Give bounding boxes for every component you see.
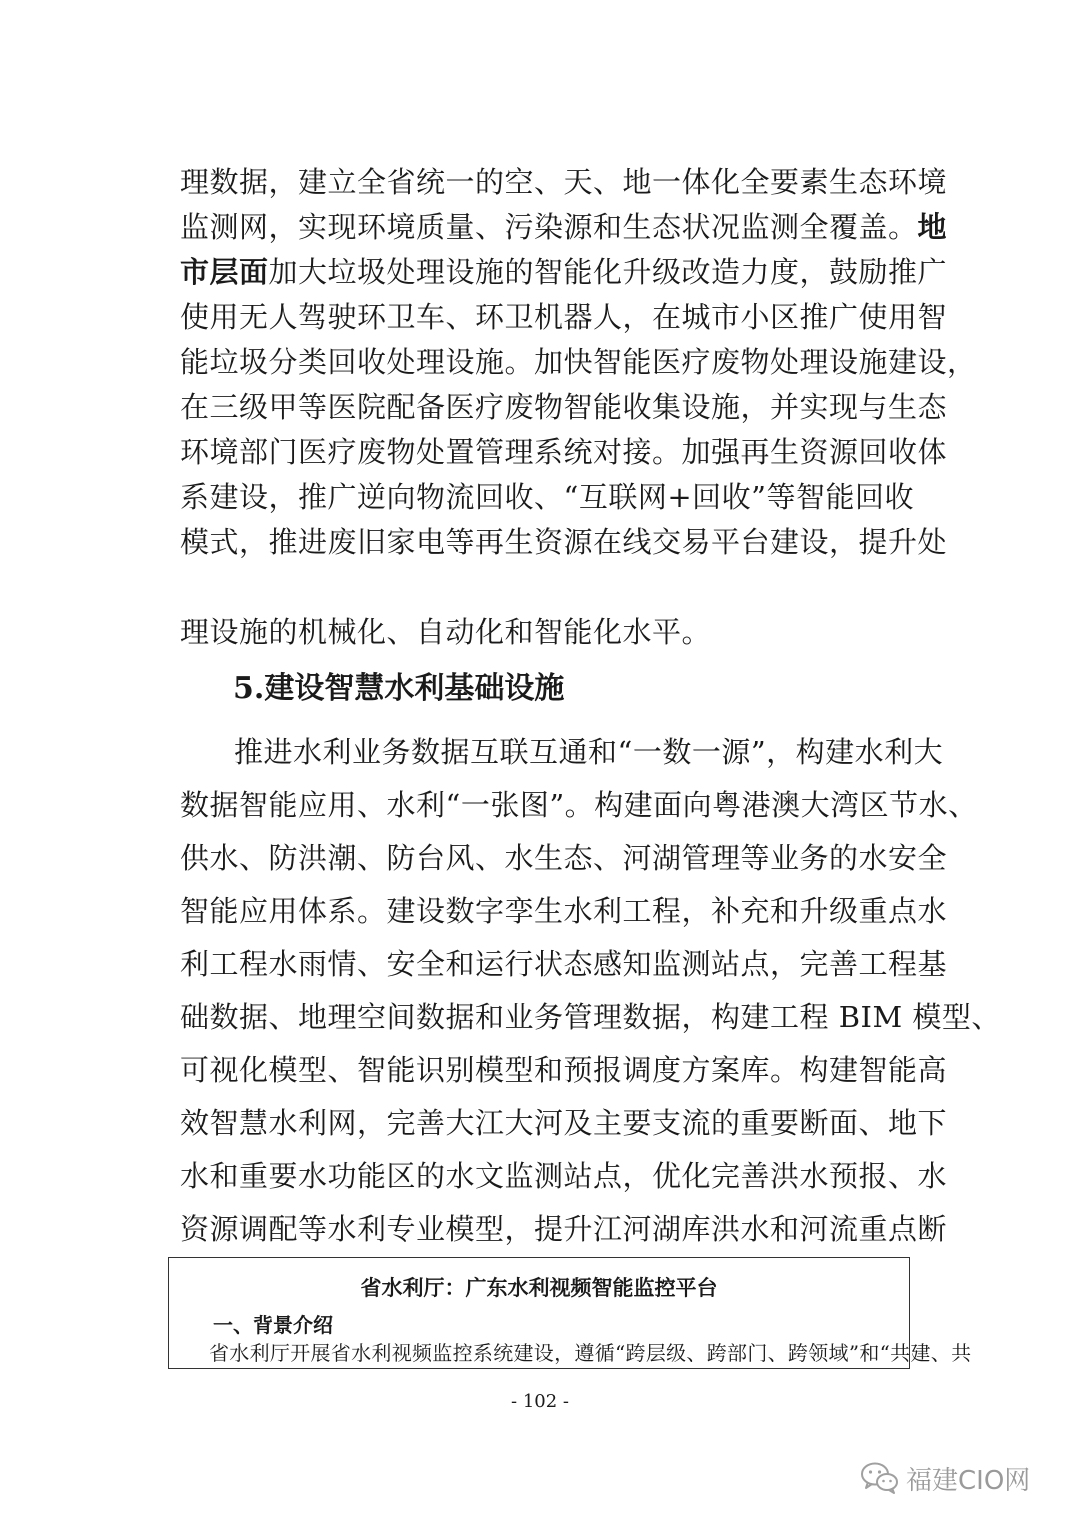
- paragraph-line: 能垃圾分类回收处理设施。加快智能医疗废物处理设施建设，: [180, 345, 977, 379]
- paragraph-line: [180, 254, 948, 290]
- paragraph-line: 数据智能应用、水利“一张图”。构建面向粤港澳大湾区节水、: [180, 788, 978, 822]
- paragraph-line: [180, 209, 948, 245]
- bold-keyword: 地: [917, 210, 948, 244]
- case-study-box: [168, 1257, 972, 1369]
- watermark: [860, 1458, 1030, 1498]
- paragraph-line: 资源调配等水利专业模型，提升江河湖库洪水和河流重点断: [180, 1212, 948, 1246]
- case-study-text: 省水利厅开展省水利视频监控系统建设，遵循“跨层级、跨部门、跨领域”和“共建、共: [209, 1341, 972, 1365]
- paragraph-line: 推进水利业务数据互联互通和“一数一源”，构建水利大: [234, 735, 944, 769]
- page-number: - 102 -: [511, 1391, 569, 1412]
- paragraph-line: 利工程水雨情、安全和运行状态感知监测站点，完善工程基: [180, 947, 948, 981]
- paragraph-line: 供水、防洪潮、防台风、水生态、河湖管理等业务的水安全: [180, 841, 948, 875]
- paragraph-line: 系建设，推广逆向物流回收、“互联网+回收”等智能回收: [180, 480, 914, 514]
- wechat-icon: [860, 1461, 900, 1495]
- paragraph-line: 理设施的机械化、自动化和智能化水平。: [180, 615, 712, 649]
- paragraph-line: 智能应用体系。建设数字孪生水利工程，补充和升级重点水: [180, 894, 948, 928]
- section-heading: 5.建设智慧水利基础设施: [233, 671, 565, 706]
- paragraph-line: 可视化模型、智能识别模型和预报调度方案库。构建智能高: [180, 1053, 948, 1087]
- paragraph-line: 环境部门医疗废物处置管理系统对接。加强再生资源回收体: [180, 435, 948, 469]
- bold-keyword: 市层面: [180, 255, 269, 289]
- paragraph-text: 监测网，实现环境质量、污染源和生态状况监测全覆盖。: [180, 210, 918, 244]
- paragraph-text: 加大垃圾处理设施的智能化升级改造力度，鼓励推广: [268, 255, 948, 289]
- paragraph-line: 理数据，建立全省统一的空、天、地一体化全要素生态环境: [180, 165, 948, 199]
- paragraph-line: 在三级甲等医院配备医疗废物智能收集设施，并实现与生态: [180, 390, 948, 424]
- case-study-section-label: 一、背景介绍: [213, 1313, 333, 1337]
- watermark-text: 福建CIO网: [906, 1465, 1031, 1496]
- paragraph-line: 效智慧水利网，完善大江大河及主要支流的重要断面、地下: [180, 1106, 948, 1140]
- paragraph-line: 模式，推进废旧家电等再生资源在线交易平台建设，提升处: [180, 525, 948, 559]
- paragraph-line: 础数据、地理空间数据和业务管理数据，构建工程 BIM 模型、: [180, 1000, 1001, 1034]
- paragraph-line: 使用无人驾驶环卫车、环卫机器人，在城市小区推广使用智: [180, 300, 948, 334]
- case-study-title: 省水利厅：广东水利视频智能监控平台: [360, 1276, 718, 1300]
- paragraph-line: 水和重要水功能区的水文监测站点，优化完善洪水预报、水: [180, 1159, 948, 1193]
